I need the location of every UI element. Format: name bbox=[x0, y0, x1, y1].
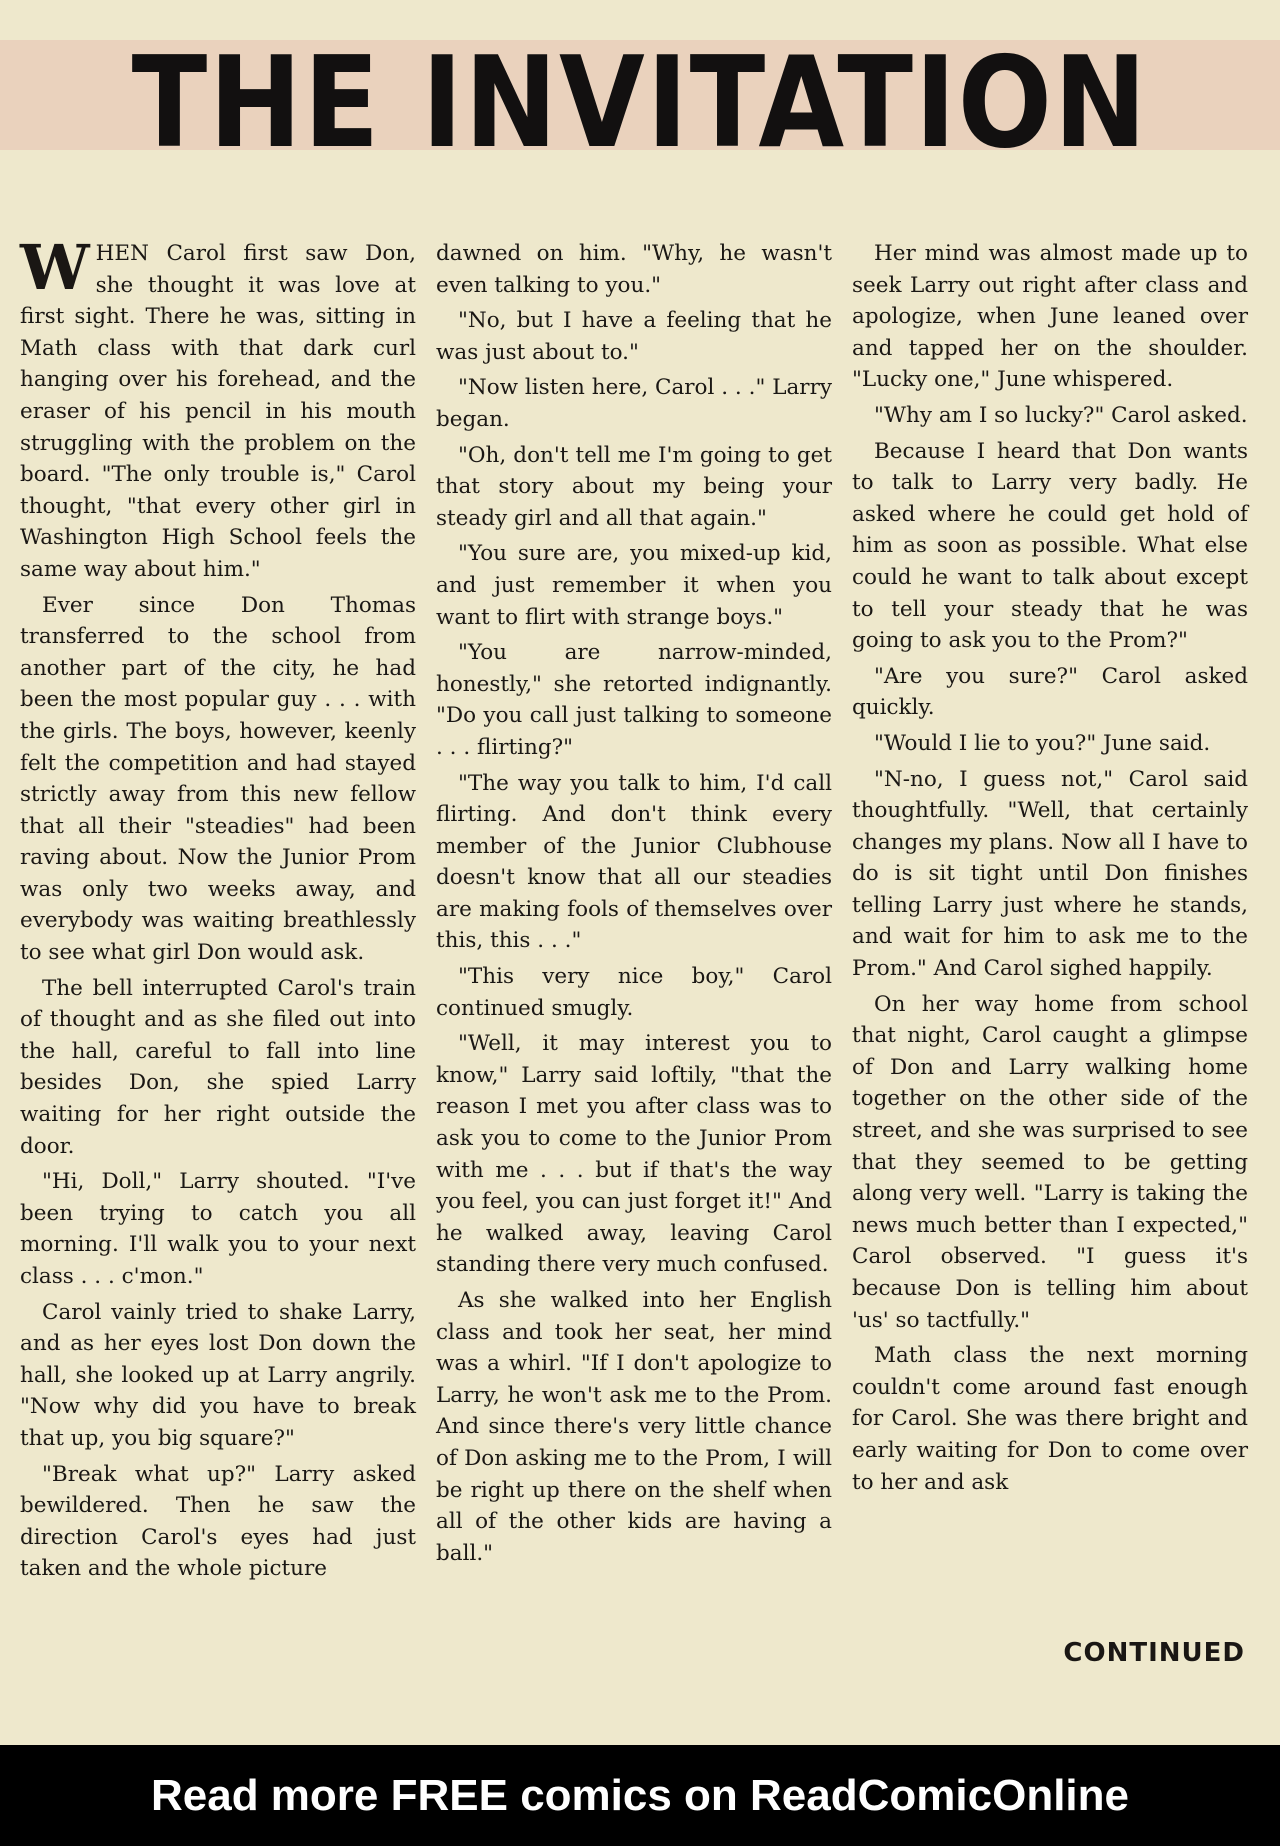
paragraph: "Now listen here, Carol . . ." Larry began. bbox=[436, 375, 832, 432]
story-text-columns bbox=[20, 231, 1248, 1589]
paragraph: Her mind was almost made up to seek Larry out right after class and apologize, when June leaned over and tapped her on the shoulder. "Lucky one," June whispered. bbox=[852, 241, 1248, 393]
paragraph: "The way you talk to him, I'd call flirting. And don't think every member of the Junior Clubhouse doesn't know that all our steadies are making fools of themselves over this, this . . ." bbox=[436, 770, 832, 954]
drop-cap: W bbox=[20, 231, 90, 304]
text-column-3 bbox=[852, 238, 1248, 1589]
paragraph: "Oh, don't tell me I'm going to get that story about my being your steady girl and all that again." bbox=[436, 442, 832, 531]
paragraph: "This very nice boy," Carol continued smugly. bbox=[436, 964, 832, 1021]
paragraph bbox=[20, 231, 416, 586]
paragraph: "Why am I so lucky?" Carol asked. bbox=[874, 402, 1248, 428]
paragraph: Carol vainly tried to shake Larry, and as her eyes lost Don down the hall, she looked up at Larry angrily. "Now why did you have to break that up, you big square?" bbox=[20, 1299, 416, 1451]
paragraph: "Well, it may interest you to know," Larry said loftily, "that the reason I met you after class was to ask you to come to the Junior Prom with me . . . but if that's the way you feel, you can just forget it!" And he walked away, leaving Carol standing there very much confused. bbox=[436, 1031, 832, 1278]
paragraph: "You sure are, you mixed-up kid, and just remember it when you want to flirt with strange boys." bbox=[436, 541, 832, 630]
story-title: THE INVITATION bbox=[131, 29, 1149, 176]
text-column-2 bbox=[436, 238, 832, 1589]
paragraph-text: HEN Carol first saw Don, she thought it was love at first sight. There he was, sitting in Math class with that dark curl hanging over his forehead, and the eraser of his pencil in his mouth struggling with the problem on the board. "The only trouble is," Carol thought, "that every other girl in Washington High School feels the same way about him." bbox=[20, 241, 416, 582]
paragraph: dawned on him. "Why, he wasn't even talking to you." bbox=[436, 241, 832, 298]
paragraph: "Hi, Doll," Larry shouted. "I've been trying to catch you all morning. I'll walk you to your next class . . . c'mon." bbox=[20, 1169, 416, 1289]
paragraph: Because I heard that Don wants to talk to Larry very badly. He asked where he could get hold of him as soon as possible. What else could he want to talk about except to tell your steady that he was going to ask you to the Prom?" bbox=[852, 438, 1248, 654]
paragraph: "No, but I have a feeling that he was just about to." bbox=[436, 308, 832, 365]
paragraph: Ever since Don Thomas transferred to the school from another part of the city, he had been the most popular guy . . . with the girls. The boys, however, keenly felt the competition and had stayed strictly away from this new fellow that all their "steadies" had been raving about. Now the Junior Prom was only two weeks away, and everybody was waiting breathlessly to see what girl Don would ask. bbox=[20, 592, 416, 966]
paragraph: On her way home from school that night, Carol caught a glimpse of Don and Larry walking home together on the other side of the street, and she was surprised to see that they seemed to be getting along very well. "Larry is taking the news much better than I expected," Carol observed. "I guess it's because Don is telling him about 'us' so tactfully." bbox=[852, 991, 1248, 1333]
paragraph: "Would I lie to you?" June said. bbox=[874, 730, 1211, 756]
paragraph: "Break what up?" Larry asked bewildered. Then he saw the direction Carol's eyes had just taken and the whole picture bbox=[20, 1461, 416, 1582]
paragraph: "N-no, I guess not," Carol said thoughtfully. "Well, that certainly changes my plans. Now all I have to do is sit tight until Don finishes telling Larry just where he stands, and wait for him to ask me to the Prom." And Carol sighed happily. bbox=[852, 766, 1248, 982]
promo-banner: Read more FREE comics on ReadComicOnline bbox=[0, 1745, 1280, 1846]
paragraph: "You are narrow-minded, honestly," she retorted indignantly. "Do you call just talking to someone . . . flirting?" bbox=[436, 640, 832, 760]
text-column-1 bbox=[20, 231, 416, 1589]
paragraph: Math class the next morning couldn't come around fast enough for Carol. She was there bright and early waiting for Don to come over to her and ask bbox=[852, 1343, 1248, 1495]
paragraph: "Are you sure?" Carol asked quickly. bbox=[852, 663, 1248, 721]
paragraph: As she walked into her English class and took her seat, her mind was a whirl. "If I don't apologize to Larry, he won't ask me to the Prom. And since there's very little chance of Don asking me to the Prom, I will be right up there on the shelf when all of the other kids are having a ball." bbox=[436, 1288, 832, 1566]
paragraph: The bell interrupted Carol's train of thought and as she filed out into the hall, careful to fall into line besides Don, she spied Larry waiting for her right outside the door. bbox=[20, 975, 416, 1159]
continued-label: CONTINUED bbox=[1063, 1638, 1245, 1668]
